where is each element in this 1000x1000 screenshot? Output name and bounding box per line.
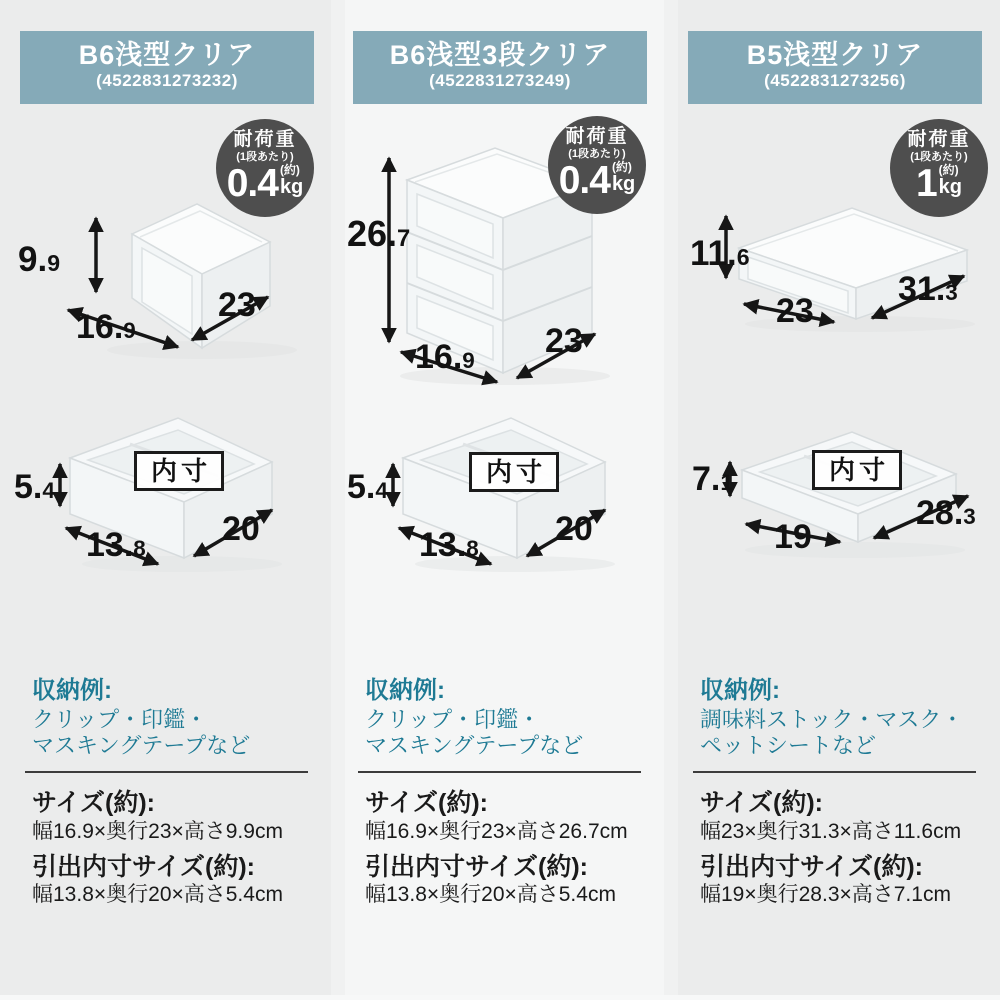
product-title: B6浅型3段クリア [389,40,611,70]
storage-example-line: クリップ・印鑑・ [32,707,208,732]
outer-width-label: 16.9 [415,338,475,376]
load-capacity-subtitle: (1段あたり) [568,147,626,160]
load-capacity-approx: (約) [938,162,959,177]
storage-example-line: ペットシートなど [700,733,877,758]
load-capacity-title: 耐荷重 [233,129,297,150]
size-heading: サイズ(約): [32,789,155,817]
product-header [353,31,647,104]
drawer-size-heading: 引出内寸サイズ(約): [365,853,588,881]
load-capacity-approx: (約) [279,162,300,177]
outer-depth-label: 23 [218,286,256,324]
drawer-size-heading: 引出内寸サイズ(約): [32,853,255,881]
divider [358,771,641,773]
inner-depth-label: 28.3 [916,494,976,532]
outer-width-label: 23 [776,292,814,330]
load-capacity-subtitle: (1段あたり) [910,150,968,163]
inner-size-tag: 内寸 [134,451,224,491]
load-capacity-badge [890,119,988,217]
size-value: 幅16.9×奥行23×高さ9.9cm [32,820,283,843]
inner-height-label: 7.1 [692,460,733,498]
size-heading: サイズ(約): [700,789,823,817]
storage-box-illustration [12,190,332,370]
inner-width-label: 13.8 [419,526,479,564]
column-gutter [331,0,345,1000]
load-capacity-unit: kg [279,176,304,199]
product-header [688,31,982,104]
outer-height-label: 9.9 [18,240,61,279]
outer-height-label: 11.6 [690,234,750,273]
divider [25,771,308,773]
load-capacity-title: 耐荷重 [907,129,971,150]
inner-width-label: 13.8 [86,526,146,564]
outer-depth-label: 23 [545,322,583,360]
drawer-size-value: 幅13.8×奥行20×高さ5.4cm [365,883,616,906]
load-capacity-badge [216,119,314,217]
inner-height-label: 5.4 [347,468,388,506]
drawer-size-heading: 引出内寸サイズ(約): [700,853,923,881]
product-header [20,31,314,104]
storage-example-heading: 収納例: [365,677,445,704]
storage-example-line: クリップ・印鑑・ [365,707,541,732]
inner-drawer-figure [345,406,665,581]
inner-depth-label: 20 [222,510,260,548]
drawer-tray-illustration [12,406,332,581]
load-capacity-value: 1 [915,161,937,205]
size-heading: サイズ(約): [365,789,488,817]
size-value: 幅23×奥行31.3×高さ11.6cm [700,820,962,843]
product-jan-code: (4522831273256) [764,71,906,91]
storage-example-heading: 収納例: [700,677,780,704]
load-capacity-approx: (約) [611,159,632,174]
product-jan-code: (4522831273232) [96,71,238,91]
storage-example-heading: 収納例: [32,677,112,704]
product-column-b5-shallow [680,0,1000,1000]
product-jan-code: (4522831273249) [429,71,571,91]
inner-size-tag: 内寸 [812,450,902,490]
drawer-size-value: 幅13.8×奥行20×高さ5.4cm [32,883,283,906]
load-capacity-unit: kg [611,173,636,196]
product-title: B5浅型クリア [746,40,924,70]
drawer-size-value: 幅19×奥行28.3×高さ7.1cm [700,883,951,906]
storage-example-line: マスキングテープなど [32,733,251,758]
divider [693,771,976,773]
inner-depth-label: 20 [555,510,593,548]
storage-example-line: 調味料ストック・マスク・ [700,707,964,732]
load-capacity-value: 0.4 [226,161,278,205]
drawer-tray-illustration [345,406,665,581]
inner-drawer-figure [680,410,1000,575]
load-capacity-badge [548,116,646,214]
inner-drawer-figure [12,406,332,581]
product-title: B6浅型クリア [78,40,256,70]
outer-height-label: 26.7 [347,213,411,254]
load-capacity-subtitle: (1段あたり) [236,150,294,163]
load-capacity-value: 0.4 [558,158,610,202]
load-capacity-unit: kg [938,176,963,199]
column-gutter [664,0,678,1000]
product-column-b6-shallow [12,0,332,1000]
size-value: 幅16.9×奥行23×高さ26.7cm [365,820,628,843]
inner-width-label: 19 [774,518,812,556]
inner-size-tag: 内寸 [469,452,559,492]
storage-example-line: マスキングテープなど [365,733,584,758]
load-capacity-title: 耐荷重 [565,126,629,147]
outer-width-label: 16.9 [76,308,136,346]
inner-height-label: 5.4 [14,468,55,506]
outer-box-figure [12,190,332,370]
product-column-b6-shallow-3tier [345,0,665,1000]
outer-depth-label: 31.3 [898,270,958,308]
